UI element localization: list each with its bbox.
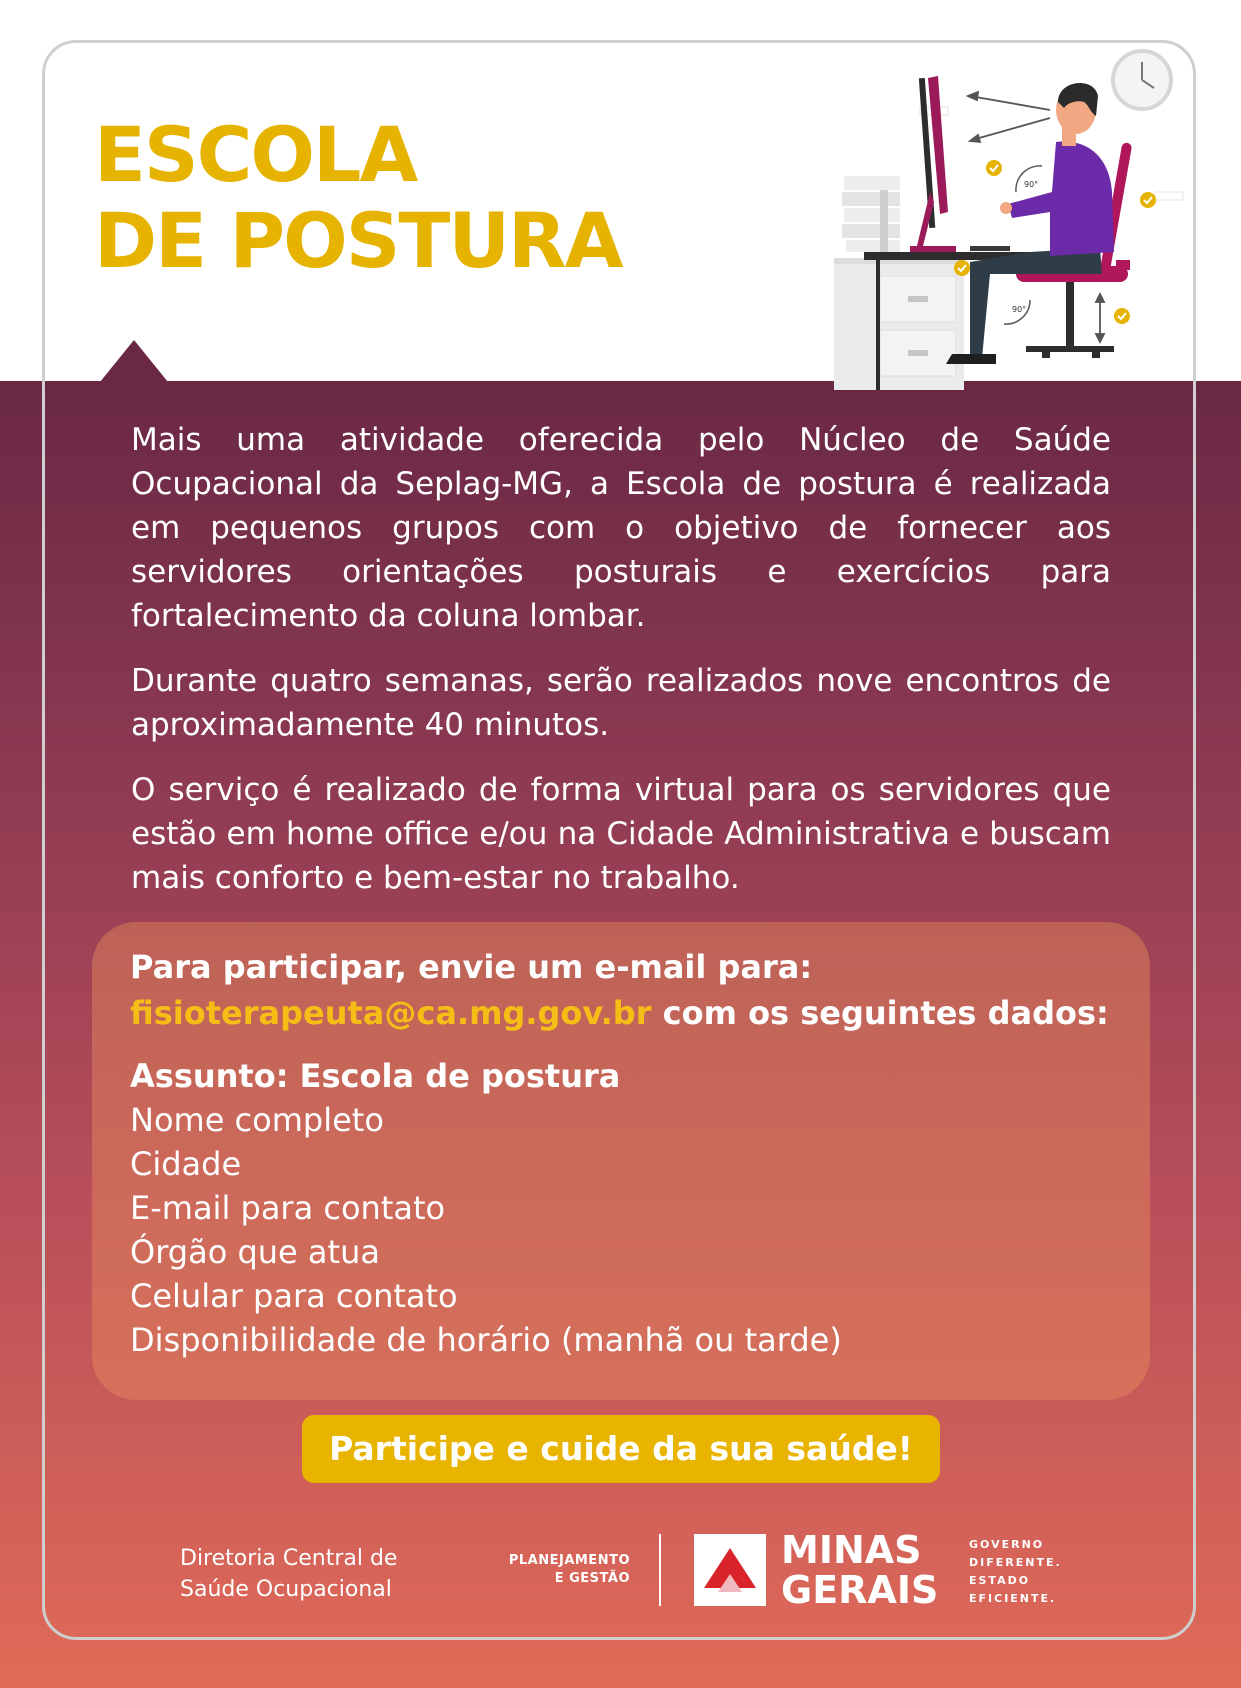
subject-line: Assunto: Escola de postura [130,1057,621,1095]
check-icon [1140,192,1156,208]
description [131,418,1111,921]
department-line-1: Diretoria Central de [180,1546,398,1571]
header-notch [100,340,168,382]
monitor [910,76,956,252]
state-brand [781,1530,938,1610]
slogan-line: DIFERENTE. [969,1556,1062,1569]
title-line-2: DE POSTURA [94,196,622,285]
check-icon [1114,308,1130,324]
cta-button[interactable]: Participe e cuide da sua saúde! [302,1415,940,1483]
list-item: Nome completo [130,1101,384,1139]
angle-label-bottom: 90° [1012,305,1027,314]
clock-icon [1113,51,1171,109]
email-link[interactable]: fisioterapeuta@ca.mg.gov.br [130,994,652,1032]
planning-line-2: E GESTÃO [554,1571,630,1586]
list-item: Celular para contato [130,1277,458,1315]
footer-divider [659,1534,661,1606]
department-name [180,1543,440,1605]
government-slogan [969,1536,1062,1608]
list-item: Órgão que atua [130,1233,380,1271]
page-title [94,112,621,284]
angle-label-top: 90° [1024,180,1039,189]
participation-lead: Para participar, envie um e-mail para: [130,948,813,986]
slogan-line: EFICIENTE. [969,1592,1057,1605]
person-figure [946,83,1114,364]
title-line-1: ESCOLA [94,110,417,199]
paragraph-schedule: Durante quatro semanas, serão realizados nove encontros de aproximadamente 40 minutos. [131,663,1111,743]
brand-line-2: GERAIS [781,1568,939,1612]
planning-line-1: PLANEJAMENTO [508,1553,630,1568]
slogan-line: GOVERNO [969,1538,1045,1551]
planning-label [500,1552,630,1588]
check-icon [954,260,970,276]
email-suffix: com os seguintes dados: [651,994,1109,1032]
paragraph-service: O serviço é realizado de forma virtual para os servidores que estão em home office e/ou na Cidade Administrativa e buscam mais conforto e bem-estar no trabalho. [131,772,1111,896]
brand-line-1: MINAS [781,1528,922,1572]
slogan-line: ESTADO [969,1574,1031,1587]
list-item: Cidade [130,1145,242,1183]
department-line-2: Saúde Ocupacional [180,1577,392,1602]
list-item: Disponibilidade de horário (manhã ou tarde) [130,1321,842,1359]
paragraph-intro: Mais uma atividade oferecida pelo Núcleo de Saúde Ocupacional da Seplag-MG, a Escola de postura é realizada em pequenos grupos com o objetivo de fornecer aos servidores orientações posturais e exercícios para fortalecimento da coluna lombar. [131,422,1111,634]
minas-gerais-logo-icon [694,1534,766,1606]
email-line [130,990,1112,1036]
check-icon [986,160,1002,176]
participation-box [92,922,1150,1400]
drawer-cabinet [834,258,964,390]
posture-illustration [820,42,1190,390]
required-fields-list [130,1054,1112,1362]
list-item: E-mail para contato [130,1189,446,1227]
paper-stack [842,176,900,254]
